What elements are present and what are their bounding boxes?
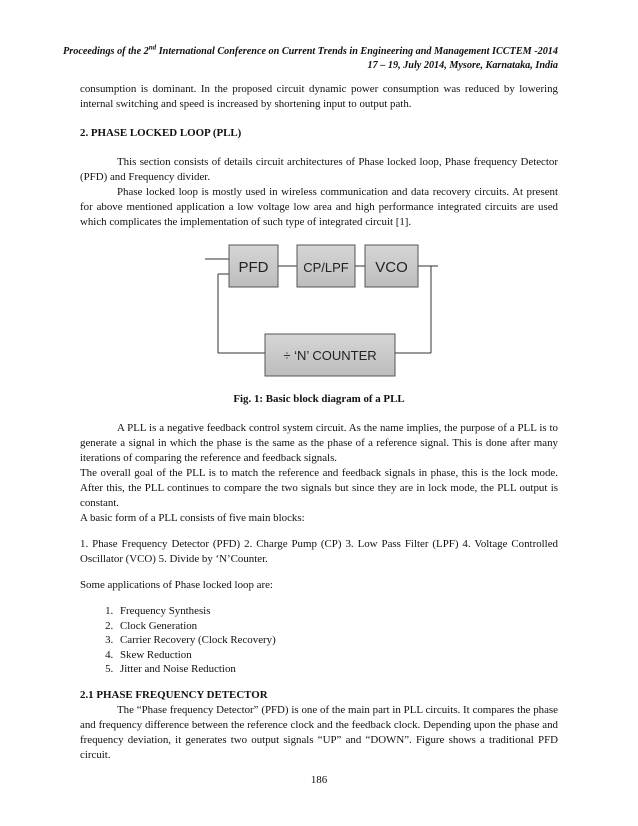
pll-paragraph-1: A PLL is a negative feedback control system circuit. As the name implies, the purpose of a PLL is to generate a signal in which the phase is the same as the phase of a reference signal. This is done after many iterations of comparing the reference and feedback signals. [80,422,558,464]
pfd-block-label: PFD [238,259,269,276]
applications-list [80,604,558,677]
list-item: 3. Carrier Recovery (Clock Recovery) [116,633,558,648]
page-body [80,82,558,763]
pll-block-diagram [80,238,558,388]
section-2-1-paragraph: The “Phase frequency Detector” (PFD) is one of the main part in PLL circuits. It compares the phase and frequency difference between the reference clock and the feedback clock. Depending upon the phase and frequency deviation, it generates two output signals “UP” and “DOWN”. Figure shows a traditional PFD circuit. [80,703,558,761]
counter-block-label: ÷ ‘N’ COUNTER [283,348,377,363]
cplpf-block-label: CP/LPF [303,260,349,275]
vco-block-label: VCO [375,259,408,276]
pll-paragraph-3: A basic form of a PLL consists of five main blocks: [80,512,305,524]
list-item: 4. Skew Reduction [116,648,558,663]
section-2-paragraph-2: Phase locked loop is mostly used in wireless communication and data recovery circuits. At present for above mentioned application a low voltage low area and high performance integrated circuits are used which complicates the implementation of such type of integrated circuit [1]. [80,186,558,228]
header-line-2: 17 – 19, July 2014, Mysore, Karnataka, India [367,60,558,71]
pll-diagram-svg [80,238,558,388]
applications-intro: Some applications of Phase locked loop are: [80,579,273,591]
figure-caption: Fig. 1: Basic block diagram of a PLL [233,393,405,405]
pll-blocks-list: 1. Phase Frequency Detector (PFD) 2. Charge Pump (CP) 3. Low Pass Filter (LPF) 4. Voltage Controlled Oscillator (VCO) 5. Divide by ‘N’Counter. [80,538,558,565]
section-2-1-heading: 2.1 PHASE FREQUENCY DETECTOR [80,688,268,701]
section-2-heading: 2. PHASE LOCKED LOOP (PLL) [80,127,242,139]
pll-paragraph-2: The overall goal of the PLL is to match the reference and feedback signals in phase, this is the lock mode. After this, the PLL continues to compare the two signals but since they are in lock mode, the PLL output is constant. [80,467,558,509]
intro-paragraph: consumption is dominant. In the proposed circuit dynamic power consumption was reduced by lowering internal switching and speed is increased by shortening input to output path. [80,83,558,110]
page-number: 186 [310,774,328,786]
header-line-1: Proceedings of the 2nd International Conference on Current Trends in Engineering and Management ICCTEM -2014 [63,43,558,57]
list-item: 1. Frequency Synthesis [116,604,558,619]
running-header [38,45,558,73]
list-item: 5. Jitter and Noise Reduction [116,662,558,677]
section-2-paragraph-1: This section consists of details circuit architectures of Phase locked loop, Phase frequency Detector (PFD) and Frequency divider. [80,156,558,183]
list-item: 2. Clock Generation [116,619,558,634]
